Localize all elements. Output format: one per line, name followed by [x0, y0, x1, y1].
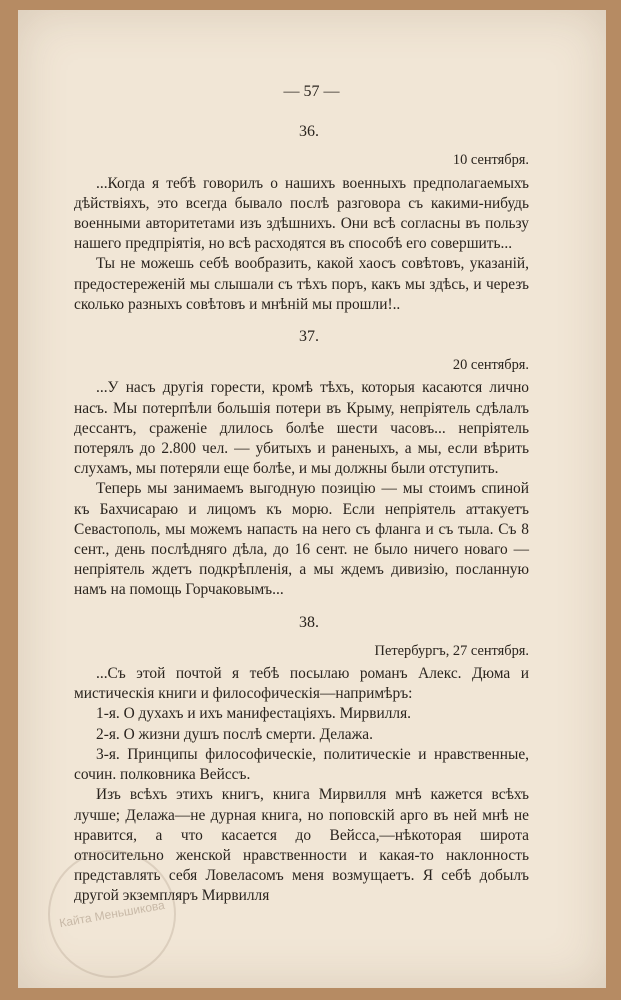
spacer: [74, 315, 529, 327]
letter-37-paragraph-2: Теперь мы занимаемъ выгодную позицію — мы стоимъ спиной къ Бахчисараю и лицомъ къ морю. Если непріятель аттакуетъ Севастополь, мы можемъ напасть на него съ фланга и съ тыла. Съ 8 сент., день послѣдняго дѣла, до 16 сент. не было ничего новаго — непріятель ждетъ подкрѣпленія, а мы ждемъ дивизію, посланную намъ на помощь Горчаковымъ...: [74, 480, 529, 599]
letter-number-36: 36.: [299, 123, 319, 141]
letter-36-paragraph-2: Ты не можешь себѣ вообразить, какой хаосъ совѣтовъ, указаній, предостереженій мы слышали съ тѣхъ поръ, какъ мы здѣсь, и черезъ сколько разныхъ совѣтовъ и мнѣній мы прошли!..: [74, 255, 529, 313]
page-number: — 57 —: [283, 83, 340, 100]
watermark-stamp: Кайта Меньшикова: [38, 840, 186, 988]
book-page: [18, 10, 606, 988]
letter-date-37: 20 сентября.: [452, 357, 529, 374]
letter-38-paragraph-2: Изъ всѣхъ этихъ книгъ, книга Мирвилля мнѣ кажется всѣхъ лучше; Делажа—не дурная книга, но поповскій арго въ ней мнѣ не нравится, а что касается до Вейсса,—нѣкоторая широта относительно женской нравственности и какая-то наклонность представлять себя Ловеласомъ меня возмущаетъ. Я себѣ добылъ другой экземпляръ Мирвилля: [74, 786, 529, 905]
letter-38-item-3: 3-я. Принципы философическіе, политическіе и нравственные, сочин. полковника Вейссъ.: [74, 745, 529, 784]
letter-38-item-2: 2-я. О жизни душъ послѣ смерти. Делажа.: [96, 725, 373, 743]
letter-36-paragraph-1: ...Когда я тебѣ говорилъ о нашихъ военныхъ предполагаемыхъ дѣйствіяхъ, это всегда бывало послѣ разговора съ какими-нибудь военными авторитетами изъ здѣшнихъ. Они всѣ согласны въ пользу нашего предпріятія, но всѣ расходятся въ способѣ его совершить...: [74, 174, 529, 253]
letter-number-38: 38.: [299, 613, 319, 631]
letter-38-item-1: 1-я. О духахъ и ихъ манифестаціяхъ. Мирвилля.: [96, 705, 412, 723]
letter-37-paragraph-1: ...У насъ другія горести, кромѣ тѣхъ, которыя касаются лично насъ. Мы потерпѣли большія потери въ Крыму, непріятель сдѣлалъ дессантъ, сраженіе длилось болѣе шести часовъ... непріятель потерялъ до 2.800 чел. — убитыхъ и раненыхъ, а мы, если вѣрить слухамъ, мы потеряли еще болѣе, и мы должны были отступить.: [74, 379, 529, 478]
letter-date-38: Петербургъ, 27 сентября.: [374, 642, 529, 659]
letter-38-paragraph-1: ...Съ этой почтой я тебѣ посылаю романъ Алекс. Дюма и мистическія книги и философическія—напримѣръ:: [74, 665, 529, 703]
letter-number-37: 37.: [299, 328, 319, 346]
page-text: [74, 82, 529, 907]
spacer: [74, 601, 529, 613]
letter-date-36: 10 сентября.: [452, 152, 529, 169]
